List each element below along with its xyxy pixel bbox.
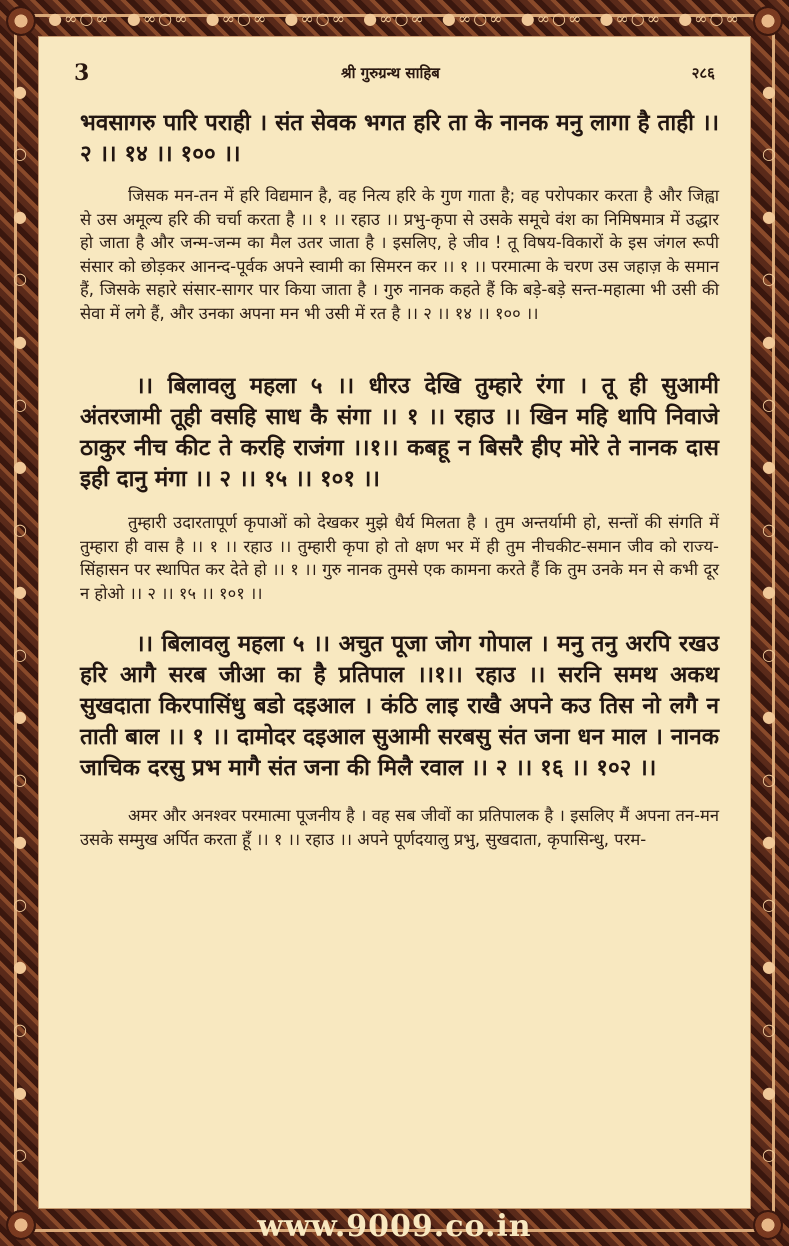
ornament-motif-icon: ●	[13, 81, 27, 101]
left-ornament-band	[10, 60, 30, 1186]
ornament-motif-icon: ○	[13, 894, 27, 914]
ornament-motif-icon: ●∞○∞	[205, 8, 269, 28]
ornament-motif-icon: ○	[762, 144, 776, 164]
page-number-devanagari: २८६	[691, 64, 715, 82]
ornament-motif-icon: ○	[762, 1019, 776, 1039]
ornament-motif-icon: ●	[13, 832, 27, 852]
commentary-hindi-1: जिसक मन-तन में हरि विद्यमान है, वह नित्य हरि के गुण गाता है; वह परोपकार करता है और जिह्वा से उस अमूल्य हरि की चर्चा करता है ।। १ ।। रहाउ ।। प्रभु-कृपा से उसके समूचे वंश का निमिषमात्र में उद्धार हो जाता है और जन्म-जन्म का मैल उतर जाता है । इसलिए, हे जीव ! तू विषय-विकारों के इस जंगल रूपी संसार को छोड़कर आनन्द-पूर्वक अपने स्वामी का सिमरन कर ।। १ ।। परमात्मा के चरण उस जहाज़ के समान हैं, जिसके सहारे संसार-सागर पार किया जाता है । गुरु नानक कहते हैं कि बड़े-बड़े सन्त-महात्मा भी उसी की सेवा में लगे हैं, और उनका अपना मन भी उसी में रत है ।। २ ।। १४ ।। १०० ।।	[80, 186, 720, 323]
site-watermark: www.9009.co.in	[257, 1209, 532, 1244]
commentary-hindi-2: तुम्हारी उदारतापूर्ण कृपाओं को देखकर मुझे धैर्य मिलता है । तुम अन्तर्यामी हो, सन्तों की संगति में तुम्हारा ही वास है ।। १ ।। रहाउ ।। तुम्हारी कृपा हो तो क्षण भर में ही तुम नीचकीट-समान जीव को राज्य-सिंहासन पर स्थापित कर देते हो ।। १ ।। गुरु नानक तुमसे एक कामना करते हैं कि तुम उनके मन से कभी दूर न होओ ।। २ ।। १५ ।। १०१ ।।	[80, 513, 719, 603]
ornament-motif-icon: ●∞○∞	[678, 8, 741, 28]
ornament-motif-icon: ●∞○∞	[363, 8, 426, 28]
corner-ornament-icon	[6, 6, 36, 36]
ornament-motif-icon: ○	[762, 1145, 776, 1165]
ornament-motif-icon: ○	[762, 894, 776, 914]
ornament-motif-icon: ●	[13, 707, 27, 727]
ornament-motif-icon: ●	[13, 1082, 27, 1102]
ornament-motif-icon: ●	[762, 1082, 776, 1102]
ornament-motif-icon: ●∞○∞	[520, 8, 584, 28]
ornament-motif-icon: ●	[762, 331, 776, 351]
ornament-motif-icon: ●∞○∞	[48, 8, 111, 28]
ornament-motif-icon: ●∞○∞	[441, 8, 505, 28]
commentary-hindi-3: अमर और अनश्वर परमात्मा पूजनीय है । वह सब जीवों का प्रतिपालक है । इसलिए मैं अपना तन-मन उसके सम्मुख अर्पित करता हूँ ।। १ ।। रहाउ ।। अपने पूर्णदयालु प्रभु, सुखदाता, कृपासिन्धु, परम-	[80, 806, 719, 849]
ornament-motif-icon: ○	[762, 644, 776, 664]
ornament-motif-icon: ○	[762, 519, 776, 539]
scripture-page	[38, 36, 751, 1209]
ornament-motif-icon: ○	[762, 769, 776, 789]
ornament-motif-icon: ●	[13, 206, 27, 226]
ornament-motif-icon: ●∞○∞	[599, 8, 663, 28]
verse-gurmukhi-2: ।। बिलावलु महला ५ ।। धीरउ देखि तुम्हारे रंगा । तू ही सुआमी अंतरजामी तूही वसहि साध कै संगा ।। १ ।। रहाउ ।। खिन महि थापि निवाजे ठाकुर नीच कीट ते करहि राजंगा ।।१।। कबहू न बिसरै हीए मोरे ते नानक दास इही दानु मंगा ।। २ ।। १५ ।। १०१ ।।	[80, 373, 719, 492]
ornament-motif-icon: ●	[13, 331, 27, 351]
ornament-motif-icon: ●	[762, 957, 776, 977]
corner-ornament-icon	[753, 6, 783, 36]
ornament-motif-icon: ●	[762, 457, 776, 477]
ornament-motif-icon: ○	[13, 269, 27, 289]
ornament-motif-icon: ●	[762, 206, 776, 226]
right-ornament-band	[759, 60, 779, 1186]
ornament-motif-icon: ○	[13, 394, 27, 414]
page-number: 3	[74, 60, 90, 86]
ornament-motif-icon: ○	[13, 1019, 27, 1039]
ornament-motif-icon: ●	[762, 707, 776, 727]
ornament-motif-icon: ○	[13, 1145, 27, 1165]
ornament-motif-icon: ○	[13, 519, 27, 539]
ornament-motif-icon: ○	[13, 644, 27, 664]
ornament-motif-icon: ○	[13, 769, 27, 789]
ornament-motif-icon: ●	[762, 81, 776, 101]
top-ornament-band	[40, 7, 749, 29]
ornament-motif-icon: ●	[762, 832, 776, 852]
page-title: श्री गुरुग्रन्थ साहिब	[341, 64, 440, 82]
ornament-motif-icon: ○	[762, 394, 776, 414]
verse-gurmukhi-3: ।। बिलावलु महला ५ ।। अचुत पूजा जोग गोपाल । मनु तनु अरपि रखउ हरि आगै सरब जीआ का है प्रतिपाल ।।१।। रहाउ ।। सरनि समथ अकथ सुखदाता किरपासिंधु बडो दइआल । कंठि लाइ राखै अपने कउ तिस नो लगै न ताती बाल ।। १ ।। दामोदर दइआल सुआमी सरबसु संत जना धन माल । नानक जाचिक दरसु प्रभ मागै संत जना की मिलै रवाल ।। २ ।। १६ ।। १०२ ।।	[80, 631, 719, 781]
ornament-motif-icon: ●	[13, 582, 27, 602]
ornament-motif-icon: ○	[762, 269, 776, 289]
ornament-motif-icon: ○	[13, 144, 27, 164]
ornament-motif-icon: ●	[762, 582, 776, 602]
ornament-motif-icon: ●∞○∞	[284, 8, 347, 28]
ornament-motif-icon: ●	[13, 957, 27, 977]
page-content	[80, 108, 719, 851]
verse-gurmukhi-1: भवसागरु पारि पराही । संत सेवक भगत हरि ता के नानक मनु लागा है ताही ।। २ ।। १४ ।। १०० ।।	[80, 110, 719, 167]
page-header	[74, 58, 715, 88]
ornament-motif-icon: ●∞○∞	[126, 8, 190, 28]
ornament-motif-icon: ●	[13, 457, 27, 477]
